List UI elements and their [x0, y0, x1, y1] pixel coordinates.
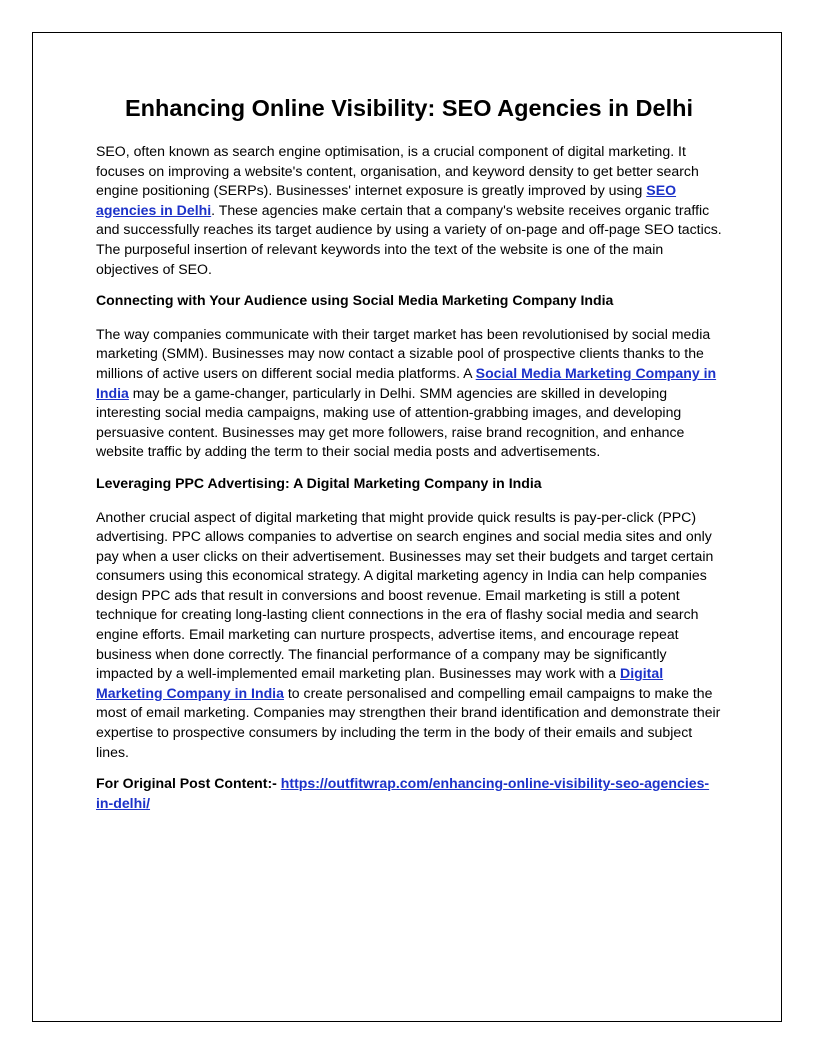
intro-text-before: SEO, often known as search engine optimisation, is a crucial component of digital marketing. It focuses on improving a website's content, organisation, and keyword density to get better search engine positioning (SERPs). Businesses' internet exposure is greatly improved by using: [96, 143, 699, 199]
source-label: For Original Post Content:-: [96, 775, 281, 792]
section2-heading: Leveraging PPC Advertising: A Digital Marketing Company in India: [96, 474, 542, 491]
document-body: [96, 92, 722, 827]
section2-paragraph: [96, 508, 722, 763]
original-post-link[interactable]: https://outfitwrap.com/enhancing-online-visibility-seo-agencies-in-delhi/: [96, 775, 710, 811]
section2-text-before: Another crucial aspect of digital marketing that might provide quick results is pay-per-click (PPC) advertising. PPC allows companies to advertise on search engines and social media sites and only pay when a user clicks on their advertisement. Businesses may set their budgets and target certain consumers using this economical strategy. A digital marketing agency in India can help companies design PPC ads that result in conversions and boost revenue. Email marketing is still a potent technique for creating long-lasting client connections in the era of flashy social media and search engine efforts. Email marketing can nurture prospects, advertise items, and encourage repeat business when done correctly. The financial performance of a company may be significantly impacted by a well-implemented email marketing plan. Businesses may work with a: [96, 508, 714, 682]
intro-paragraph: [96, 142, 722, 279]
source-footer: [96, 774, 722, 813]
section1-text-after: may be a game-changer, particularly in Delhi. SMM agencies are skilled in developing interesting social media campaigns, making use of attention-grabbing images, and developing persuasive content. Businesses may get more followers, raise brand recognition, and enhance website traffic by adding the term to their social media posts and advertisements.: [96, 384, 685, 460]
page-title: Enhancing Online Visibility: SEO Agencies in Delhi: [124, 95, 694, 121]
digital-marketing-link[interactable]: Digital Marketing Company in India: [96, 665, 664, 701]
section1-paragraph: [96, 325, 722, 462]
intro-text-after: . These agencies make certain that a company's website receives organic traffic and successfully reaches its target audience by using a variety of on-page and off-page SEO tactics. The purposeful insertion of relevant keywords into the text of the website is one of the main objectives of SEO.: [96, 201, 722, 277]
section2-text-after: to create personalised and compelling email campaigns to make the most of email marketing. Companies may strengthen their brand identification and demonstrate their expertise to prospective consumers by including the term in the body of their emails and subject lines.: [96, 684, 721, 760]
social-media-marketing-link[interactable]: Social Media Marketing Company in India: [96, 364, 717, 401]
seo-agencies-link[interactable]: SEO agencies in Delhi: [96, 182, 677, 218]
section1-text-before: The way companies communicate with their target market has been revolutionised by social media marketing (SMM). Businesses may now contact a sizable pool of prospective clients thanks to the millions of active users on different social media platforms. A: [96, 325, 711, 381]
section1-heading: Connecting with Your Audience using Social Media Marketing Company India: [96, 292, 614, 309]
